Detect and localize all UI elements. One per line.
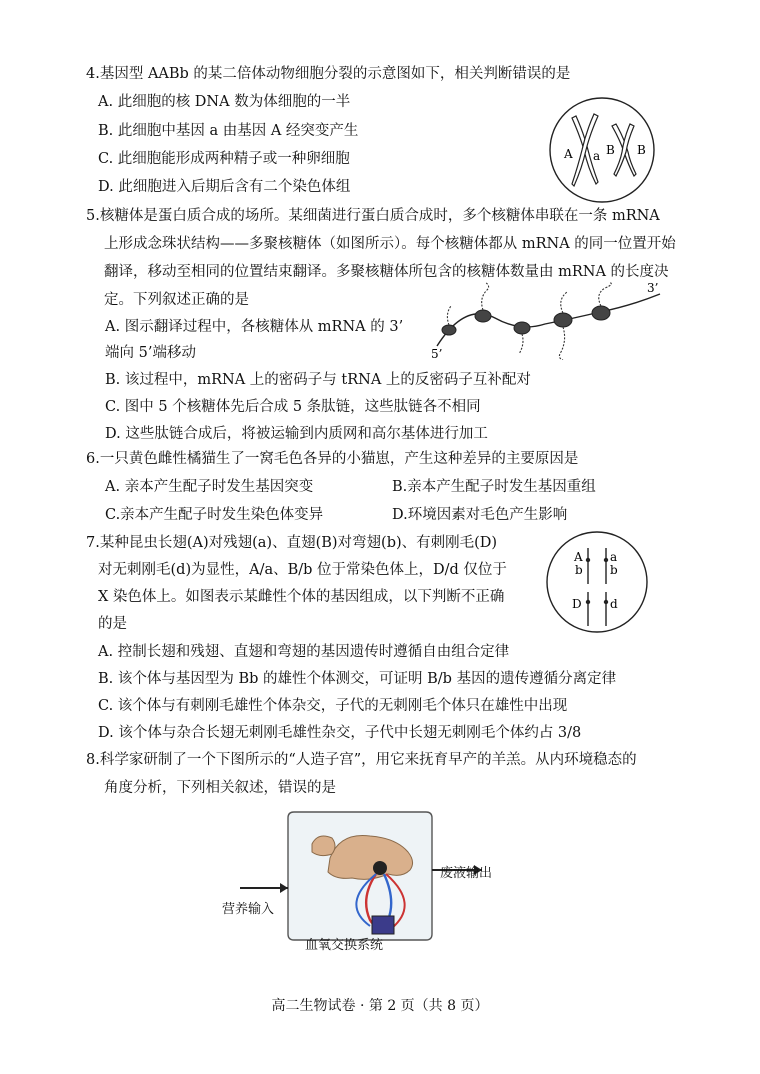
q8-label-input: 营养输入 (222, 902, 275, 917)
q5-stem-line-1: 5.核糖体是蛋白质合成的场所。某细菌进行蛋白质合成时，多个核糖体串联在一条 mRNA (86, 208, 660, 224)
q7-label-b-right: b (610, 563, 618, 577)
q7-stem-line-1: 7.某种昆虫长翅(A)对残翅(a)、直翅(B)对弯翅(b)、有刺刚毛(D) (86, 535, 498, 551)
q5-option-a-cont: 端向 5’端移动 (105, 345, 196, 361)
q8-label-output: 废液输出 (440, 866, 493, 881)
q7-option-b: B. 该个体与基因型为 Bb 的雄性个体测交，可证明 B/b 基因的遗传遵循分离定律 (98, 671, 617, 687)
q6-option-a: A. 亲本产生配子时发生基因突变 (105, 479, 314, 495)
q6-option-c: C.亲本产生配子时发生染色体变异 (105, 507, 324, 523)
q7-option-c: C. 该个体与有刺刚毛雄性个体杂交，子代的无刺刚毛个体只在雄性中出现 (98, 698, 568, 714)
q5-option-d: D. 这些肽链合成后，将被运输到内质网和高尔基体进行加工 (105, 426, 488, 442)
q4-label-A: A (564, 147, 573, 161)
q5-stem-line-3: 翻译，移动至相同的位置结束翻译。多聚核糖体所包含的核糖体数量由 mRNA 的长度决 (104, 264, 669, 280)
q8-stem-line-1: 8.科学家研制了一个下图所示的“人造子宫”，用它来抚育早产的羊羔。从内环境稳态的 (86, 752, 637, 768)
q6-stem: 6.一只黄色雌性橘猫生了一窝毛色各异的小猫崽，产生这种差异的主要原因是 (86, 451, 579, 467)
q5-label-3prime: 3’ (647, 282, 659, 295)
q5-option-c: C. 图中 5 个核糖体先后合成 5 条肽链，这些肽链各不相同 (105, 399, 481, 415)
q7-stem-line-4: 的是 (98, 616, 127, 632)
q7-label-b-left: b (575, 563, 583, 577)
q4-option-c: C. 此细胞能形成两种精子或一种卵细胞 (98, 151, 350, 167)
q5-option-a: A. 图示翻译过程中，各核糖体从 mRNA 的 3’ (105, 319, 404, 335)
q4-option-d: D. 此细胞进入后期后含有二个染色体组 (98, 179, 351, 195)
q4-cell-figure (540, 96, 664, 204)
q6-option-b: B.亲本产生配子时发生基因重组 (392, 479, 596, 495)
q4-option-b: B. 此细胞中基因 a 由基因 A 经突变产生 (98, 123, 359, 139)
q4-option-a: A. 此细胞的核 DNA 数为体细胞的一半 (98, 94, 351, 110)
q4-label-a: a (593, 149, 601, 163)
q7-genotype-figure (540, 530, 654, 634)
q4-label-B1: B (606, 143, 615, 157)
q7-stem-line-3: X 染色体上。如图表示某雌性个体的基因组成，以下判断不正确 (98, 589, 505, 605)
q5-option-b: B. 该过程中，mRNA 上的密码子与 tRNA 上的反密码子互补配对 (105, 372, 531, 388)
q5-stem-line-4: 定。下列叙述正确的是 (104, 292, 249, 308)
q7-option-a: A. 控制长翅和残翅、直翅和弯翅的基因遗传时遵循自由组合定律 (98, 644, 510, 660)
q7-label-d: d (610, 597, 618, 611)
q8-label-exchange: 血氧交换系统 (305, 938, 384, 953)
page-footer: 高二生物试卷 · 第 2 页（共 8 页） (271, 998, 489, 1014)
q8-stem-line-2: 角度分析，下列相关叙述，错误的是 (104, 780, 336, 796)
q5-label-5prime: 5’ (431, 347, 443, 360)
q6-option-d: D.环境因素对毛色产生影响 (392, 507, 568, 523)
q4-stem: 4.基因型 AABb 的某二倍体动物细胞分裂的示意图如下，相关判断错误的是 (86, 66, 571, 82)
q7-label-D: D (572, 597, 582, 611)
q7-label-A: A (574, 550, 583, 564)
q7-option-d: D. 该个体与杂合长翅无刺刚毛雄性杂交，子代中长翅无刺刚毛个体约占 3/8 (98, 725, 582, 741)
q5-polyribosome-figure (425, 282, 670, 360)
q7-label-a: a (610, 550, 618, 564)
q5-stem-line-2: 上形成念珠状结构——多聚核糖体（如图所示）。每个核糖体都从 mRNA 的同一位置开始 (104, 236, 676, 252)
q4-label-B2: B (637, 143, 646, 157)
q7-stem-line-2: 对无刺刚毛(d)为显性，A/a、B/b 位于常染色体上，D/d 仅位于 (98, 562, 507, 578)
